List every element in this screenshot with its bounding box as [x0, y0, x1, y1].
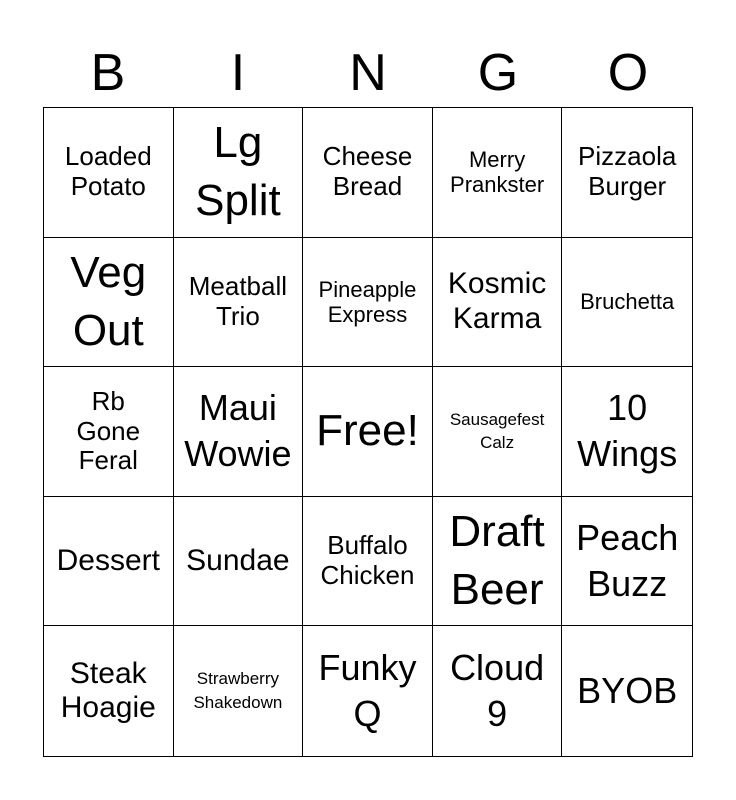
header-letter-b: B [90, 44, 126, 102]
bingo-cell[interactable] [562, 626, 692, 756]
cell-label: Rb Gone Feral [76, 385, 141, 476]
bingo-cell[interactable] [44, 238, 174, 368]
cell-label: Pineapple Express [318, 276, 417, 327]
bingo-cell[interactable] [433, 626, 563, 756]
bingo-cell[interactable] [562, 497, 692, 627]
cell-label: Cloud 9 [450, 647, 545, 735]
bingo-cell[interactable] [174, 367, 304, 497]
cell-label: Bruchetta [580, 289, 675, 315]
cell-label: Veg Out [70, 247, 147, 355]
header-letter-o: O [607, 44, 649, 102]
header-letter-n: N [349, 44, 387, 102]
cell-label: Dessert [56, 543, 160, 577]
cell-label: Sausagefest Calz [449, 409, 545, 453]
cell-label: Funky Q [318, 647, 417, 735]
cell-label: Peach Buzz [576, 517, 679, 605]
bingo-cell[interactable] [44, 367, 174, 497]
cell-label: Strawberry Shakedown [193, 669, 283, 713]
cell-label: Meatball Trio [188, 271, 288, 331]
cell-label: Free! [316, 406, 419, 456]
bingo-cell[interactable] [433, 238, 563, 368]
cell-label: BYOB [577, 670, 678, 712]
bingo-cell[interactable] [44, 108, 174, 238]
bingo-cell[interactable] [562, 367, 692, 497]
bingo-cell[interactable] [433, 108, 563, 238]
bingo-cell[interactable] [562, 238, 692, 368]
bingo-cell[interactable] [44, 626, 174, 756]
bingo-cell[interactable] [174, 238, 304, 368]
cell-label: Draft Beer [449, 507, 545, 615]
bingo-header [43, 40, 693, 106]
cell-label: Buffalo Chicken [320, 530, 415, 591]
bingo-cell[interactable] [174, 108, 304, 238]
header-letter-g: G [477, 44, 519, 102]
cell-label: Loaded Potato [64, 141, 152, 202]
cell-label: Steak Hoagie [60, 656, 156, 725]
bingo-cell[interactable] [174, 497, 304, 627]
cell-label: Pizzaola Burger [578, 141, 677, 202]
bingo-cell[interactable] [44, 497, 174, 627]
cell-label: Maui Wowie [184, 387, 292, 475]
bingo-cell[interactable] [303, 497, 433, 627]
cell-label: Sundae [186, 543, 290, 577]
bingo-cell[interactable] [174, 626, 304, 756]
bingo-cell[interactable] [303, 108, 433, 238]
bingo-cell[interactable] [562, 108, 692, 238]
cell-label: Kosmic Karma [447, 267, 547, 335]
cell-label: Lg Split [195, 118, 281, 226]
bingo-cell[interactable] [303, 626, 433, 756]
bingo-board [43, 107, 693, 757]
cell-label: 10 Wings [577, 387, 678, 475]
header-letter-i: I [230, 44, 246, 102]
cell-label: Merry Prankster [450, 147, 545, 198]
bingo-cell[interactable] [433, 497, 563, 627]
bingo-cell[interactable] [303, 238, 433, 368]
bingo-cell[interactable] [433, 367, 563, 497]
free-space[interactable] [303, 367, 433, 497]
cell-label: Cheese Bread [322, 141, 413, 202]
